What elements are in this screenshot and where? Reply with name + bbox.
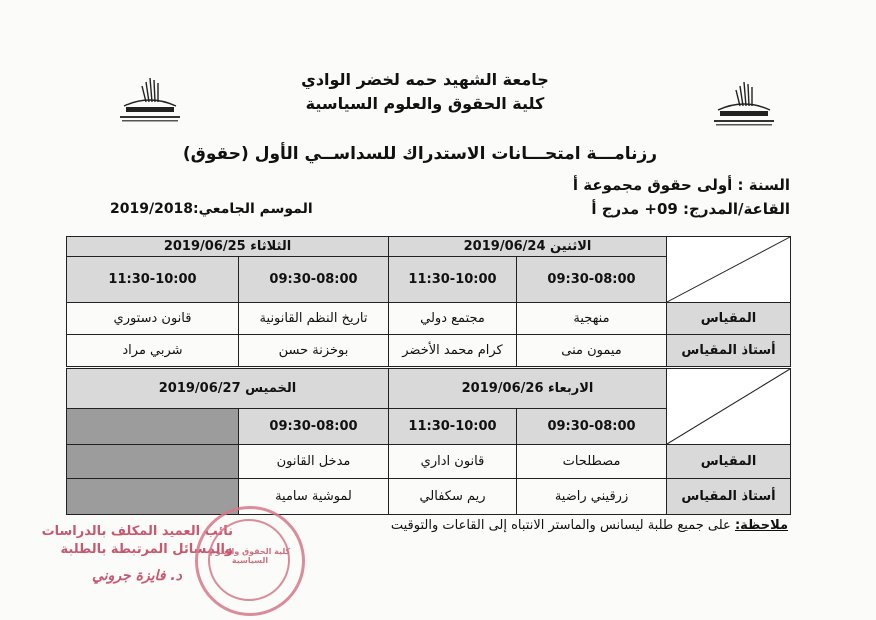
row-label-teacher: أستاذ المقياس <box>667 479 791 515</box>
time-slot: 09:30-08:00 <box>517 257 667 303</box>
subject-cell: مجتمع دولي <box>389 303 517 335</box>
subject-cell: قانون اداري <box>389 445 517 479</box>
hall-line: القاعة/المدرج: 09+ مدرج أ <box>591 200 790 218</box>
teacher-cell: بوخزنة حسن <box>239 335 389 367</box>
blocked-cell <box>67 409 239 445</box>
row-label-teacher: أستاذ المقياس <box>667 335 791 367</box>
document-title: رزنامـــة امتحـــانات الاستدراك للسداســي الأول (حقوق) <box>182 144 658 164</box>
note <box>391 518 788 533</box>
blocked-cell <box>67 445 239 479</box>
row-label-subject: المقياس <box>667 445 791 479</box>
subject-cell: منهجية <box>517 303 667 335</box>
university-logo-right-icon <box>712 76 776 132</box>
stamp-title-line1: نائب العميد المكلف بالدراسات <box>41 524 233 539</box>
note-label: ملاحظة: <box>734 518 788 533</box>
day-header: الثلاثاء 2019/06/25 <box>67 237 389 257</box>
subject-cell: مصطلحات <box>517 445 667 479</box>
teacher-cell: ريم سكفالي <box>389 479 517 515</box>
seal-text: كلية الحقوق والعلوم السياسية <box>209 547 291 565</box>
blocked-cell <box>67 479 239 515</box>
university-name: جامعة الشهيد حمه لخضر الوادي <box>301 70 549 89</box>
academic-season: الموسم الجامعي:2019/2018 <box>110 201 313 217</box>
time-slot: 11:30-10:00 <box>389 409 517 445</box>
schedule-table-week2 <box>66 368 791 515</box>
university-logo-left-icon <box>118 72 182 128</box>
time-slot: 11:30-10:00 <box>389 257 517 303</box>
teacher-cell: شربي مراد <box>67 335 239 367</box>
official-seal-icon <box>195 506 305 616</box>
stamp-title-line2: والمسائل المرتبطة بالطلبة <box>60 542 233 557</box>
day-header: الخميس 2019/06/27 <box>67 369 389 409</box>
time-slot: 09:30-08:00 <box>517 409 667 445</box>
corner-cell <box>667 369 791 445</box>
day-header: الاربعاء 2019/06/26 <box>389 369 667 409</box>
schedule-table-week1 <box>66 236 791 367</box>
subject-cell: مدخل القانون <box>239 445 389 479</box>
subject-cell: قانون دستوري <box>67 303 239 335</box>
time-slot: 09:30-08:00 <box>239 409 389 445</box>
signature: د. فايزة جروني <box>92 568 182 584</box>
subject-cell: تاريخ النظم القانونية <box>239 303 389 335</box>
teacher-cell: ميمون منى <box>517 335 667 367</box>
time-slot: 11:30-10:00 <box>67 257 239 303</box>
row-label-subject: المقياس <box>667 303 791 335</box>
teacher-cell: لموشية سامية <box>239 479 389 515</box>
day-header: الاثنين 2019/06/24 <box>389 237 667 257</box>
teacher-cell: كرام محمد الأخضر <box>389 335 517 367</box>
teacher-cell: زرقيني راضية <box>517 479 667 515</box>
faculty-name: كلية الحقوق والعلوم السياسية <box>305 94 545 113</box>
note-text: على جميع طلبة ليسانس والماستر الانتباه إلى القاعات والتوقيت <box>390 518 735 533</box>
time-slot: 09:30-08:00 <box>239 257 389 303</box>
corner-cell <box>667 237 791 303</box>
year-group-line: السنة : أولى حقوق مجموعة أ <box>572 176 790 194</box>
